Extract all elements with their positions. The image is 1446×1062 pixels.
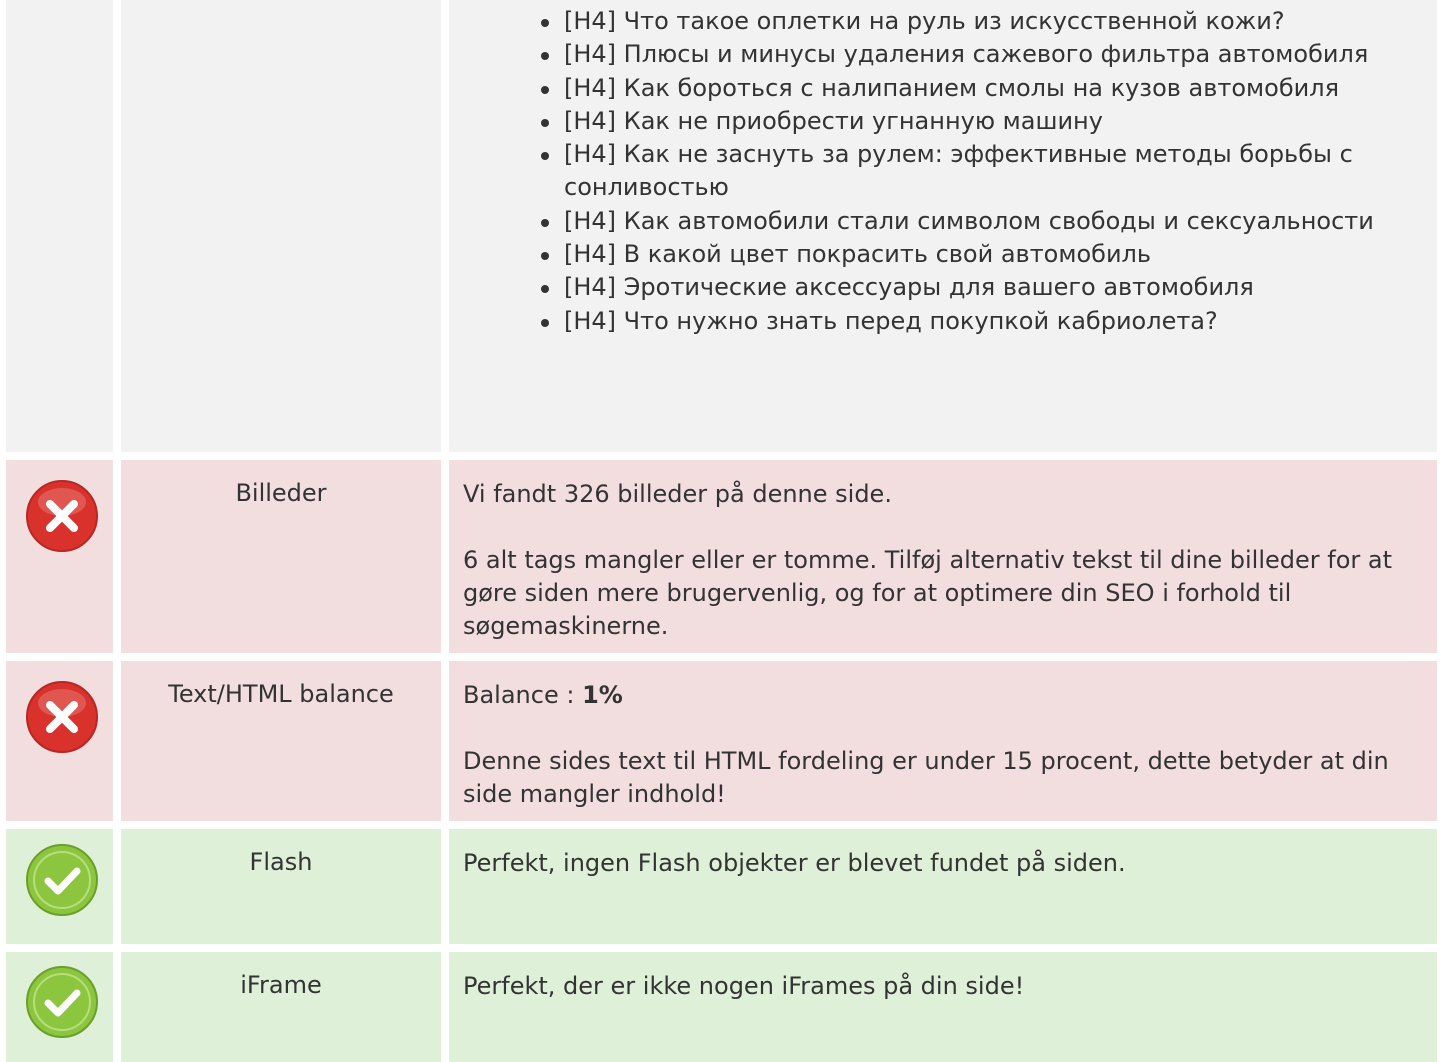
heading-item: [H4] Что такое оплетки на руль из искусственной кожи? xyxy=(564,5,1423,38)
check-content xyxy=(449,661,1437,821)
check-label: iFrame xyxy=(121,952,441,1062)
error-icon xyxy=(24,679,100,755)
status-cell xyxy=(6,661,113,821)
flash-check-row xyxy=(0,829,1446,944)
status-cell xyxy=(6,952,113,1062)
balance-value: 1% xyxy=(582,681,623,709)
heading-item: [H4] В какой цвет покрасить свой автомобиль xyxy=(564,238,1423,271)
text-html-check-row xyxy=(0,661,1446,821)
heading-item: [H4] Что нужно знать перед покупкой кабриолета? xyxy=(564,305,1423,338)
iframe-result-text: Perfekt, der er ikke nogen iFrames på din side! xyxy=(463,972,1025,1000)
balance-description: Denne sides text til HTML fordeling er under 15 procent, dette betyder at din side mangler indhold! xyxy=(463,747,1389,808)
heading-item: [H4] Как автомобили стали символом свободы и сексуальности xyxy=(564,205,1423,238)
status-cell xyxy=(6,829,113,944)
check-icon xyxy=(24,964,100,1040)
check-icon xyxy=(24,842,100,918)
headings-row xyxy=(0,0,1446,452)
images-check-row xyxy=(0,460,1446,653)
check-label: Billeder xyxy=(121,460,441,653)
headings-list xyxy=(449,5,1423,338)
error-icon xyxy=(24,478,100,554)
headings-label-cell xyxy=(121,0,441,452)
status-cell xyxy=(6,460,113,653)
images-count-text: Vi fandt 326 billeder på denne side. xyxy=(463,480,892,508)
flash-result-text: Perfekt, ingen Flash objekter er blevet fundet på siden. xyxy=(463,849,1126,877)
heading-item: [H4] Как не заснуть за рулем: эффективные методы борьбы с сонливостью xyxy=(564,138,1423,205)
check-content xyxy=(449,829,1437,944)
check-label: Text/HTML balance xyxy=(121,661,441,821)
balance-text xyxy=(463,679,1423,712)
iframe-check-row xyxy=(0,952,1446,1062)
headings-content-cell xyxy=(449,0,1437,452)
heading-item: [H4] Эротические аксессуары для вашего автомобиля xyxy=(564,271,1423,304)
balance-prefix: Balance : xyxy=(463,681,583,709)
check-content xyxy=(449,460,1437,653)
heading-item: [H4] Как не приобрести угнанную машину xyxy=(564,105,1423,138)
check-content xyxy=(449,952,1437,1062)
heading-item: [H4] Плюсы и минусы удаления сажевого фильтра автомобиля xyxy=(564,38,1423,71)
alt-tags-text: 6 alt tags mangler eller er tomme. Tilføj alternativ tekst til dine billeder for at gøre siden mere brugervenlig, og for at optimere din SEO i forhold til søgemaskinerne. xyxy=(463,546,1393,640)
heading-item: [H4] Как бороться с налипанием смолы на кузов автомобиля xyxy=(564,72,1423,105)
check-label: Flash xyxy=(121,829,441,944)
headings-icon-cell xyxy=(6,0,113,452)
